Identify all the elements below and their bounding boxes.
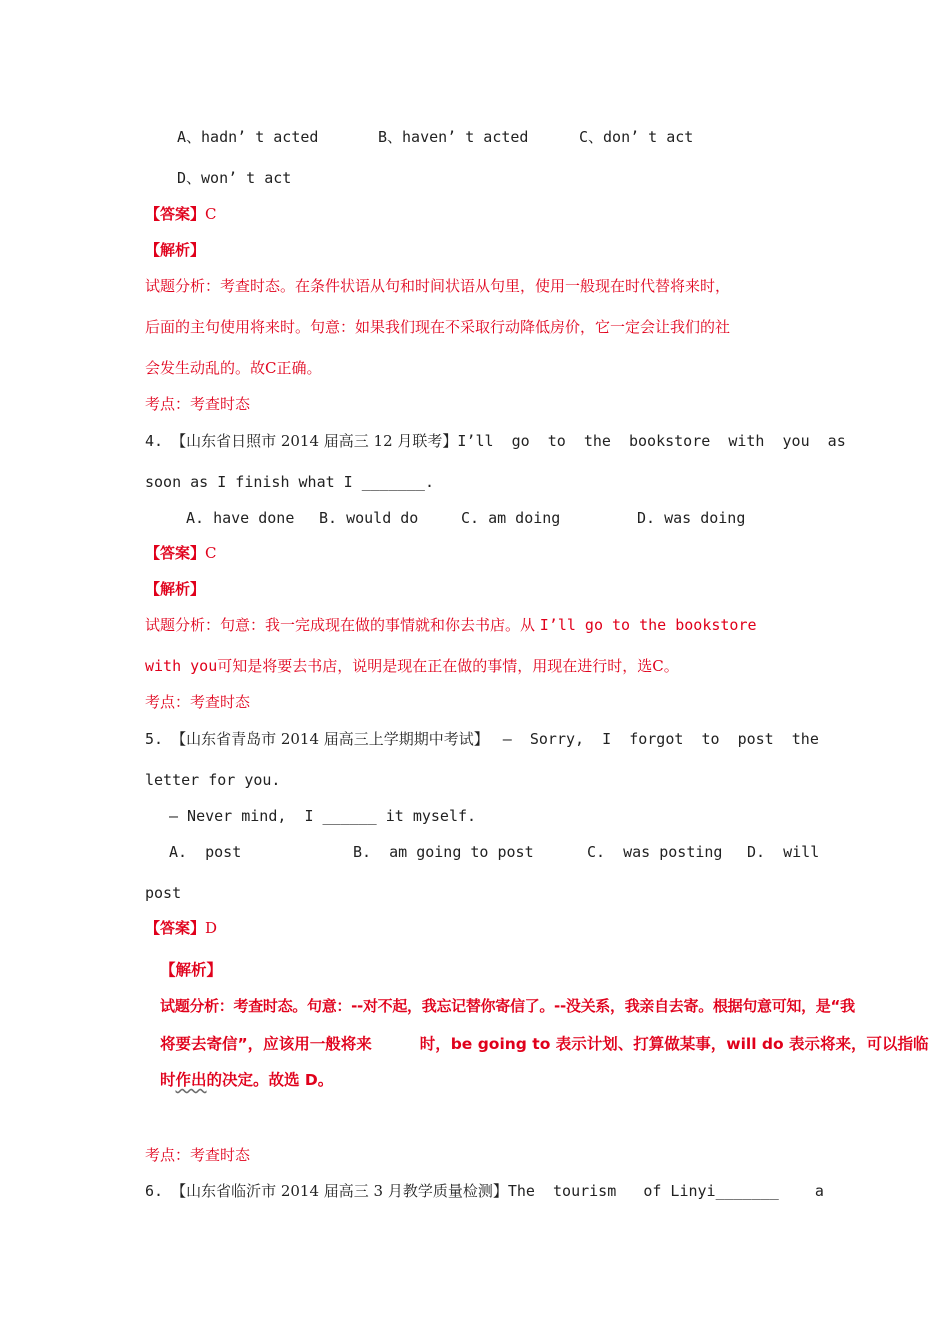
q3-option-a: A、hadn’ t acted (177, 128, 319, 146)
q4-answer (145, 543, 217, 563)
analysis-text: 时 (160, 1071, 176, 1089)
analysis-text: 时，be going to 表示计划、打算做某事，will do 表示将来，可以指临 (419, 1035, 929, 1053)
q3-analysis-line-1: 试题分析：考查时态。在条件状语从句和时间状语从句里，使用一般现在时代替将来时， (145, 277, 731, 295)
q3-option-b: B、haven’ t acted (378, 128, 529, 146)
q4-option-d: D. was doing (637, 509, 746, 527)
q4-analysis-line-2 (145, 656, 679, 676)
q5-option-a: A. post (169, 843, 242, 861)
answer-value: C (205, 544, 217, 562)
q3-analysis-label: 【解析】 (145, 241, 206, 259)
q5-analysis-label: 【解析】 (160, 961, 223, 979)
analysis-text: 试题分析：句意：我一完成现在做的事情就和你去书店。从 (145, 616, 540, 634)
q5-stem: — Sorry, I forgot to post the (502, 730, 819, 748)
q4-number: 4. (145, 432, 164, 450)
q3-option-d: D、won’ t act (177, 169, 292, 187)
analysis-text-flagged: 作出 (175, 1071, 207, 1089)
analysis-quote: with you (145, 657, 218, 675)
q5-option-d: D. will (747, 843, 820, 861)
analysis-quote: I’ll go to the bookstore (539, 616, 757, 634)
q4-stem-line-1 (145, 431, 846, 451)
q6-stem: The tourism of Linyi_______ a (507, 1182, 824, 1200)
q5-answer (145, 918, 217, 938)
q5-stem-line-3: — Never mind, I ______ it myself. (169, 807, 477, 825)
q5-analysis-line-2 (160, 1034, 929, 1054)
answer-value: C (205, 205, 217, 223)
q3-analysis-line-3: 会发生动乱的。故C正确。 (145, 359, 322, 377)
q6-source: 【山东省临沂市 2014 届高三 3 月教学质量检测】 (171, 1182, 508, 1200)
analysis-text: 的决定。故选 D。 (206, 1071, 334, 1089)
q3-answer (145, 204, 217, 224)
answer-value: D (205, 919, 218, 937)
q4-knowledge-point: 考点：考查时态 (145, 693, 251, 711)
q3-knowledge-point: 考点：考查时态 (145, 395, 251, 413)
analysis-text: 将要去寄信”，应该用一般将来 (160, 1035, 372, 1053)
q3-analysis-line-2: 后面的主句使用将来时。句意：如果我们现在不采取行动降低房价，它一定会让我们的社 (145, 318, 731, 336)
q4-option-b: B. would do (319, 509, 419, 527)
q4-analysis-line-1 (145, 615, 757, 635)
q5-knowledge-point: 考点：考查时态 (145, 1146, 251, 1164)
q5-option-d-continued: post (145, 884, 182, 902)
q6-stem-line-1 (145, 1181, 824, 1201)
q4-option-c: C. am doing (461, 509, 561, 527)
q6-number: 6. (145, 1182, 164, 1200)
q5-stem-line-1 (145, 729, 819, 749)
q5-source: 【山东省青岛市 2014 届高三上学期期中考试】 (171, 730, 489, 748)
q4-stem-line-2: soon as I finish what I _______. (145, 473, 434, 491)
answer-label: 【答案】 (145, 205, 206, 223)
q5-analysis-line-3 (160, 1070, 333, 1090)
q4-option-a: A. have done (186, 509, 295, 527)
q3-option-c: C、don’ t act (579, 128, 694, 146)
q5-stem-line-2: letter for you. (145, 771, 281, 789)
q5-option-b: B. am going to post (353, 843, 534, 861)
q4-analysis-label: 【解析】 (145, 580, 206, 598)
q5-number: 5. (145, 730, 164, 748)
analysis-text: 可知是将要去书店，说明是现在正在做的事情，用现在进行时，选C。 (217, 657, 679, 675)
q4-source: 【山东省日照市 2014 届高三 12 月联考】 (171, 432, 458, 450)
q4-stem: I’ll go to the bookstore with you as (457, 432, 846, 450)
q5-option-c: C. was posting (587, 843, 723, 861)
q5-analysis-line-1: 试题分析：考查时态。句意：--对不起，我忘记替你寄信了。--没关系，我亲自去寄。根据句意可知，是“我 (160, 997, 855, 1015)
answer-label: 【答案】 (145, 919, 206, 937)
answer-label: 【答案】 (145, 544, 206, 562)
